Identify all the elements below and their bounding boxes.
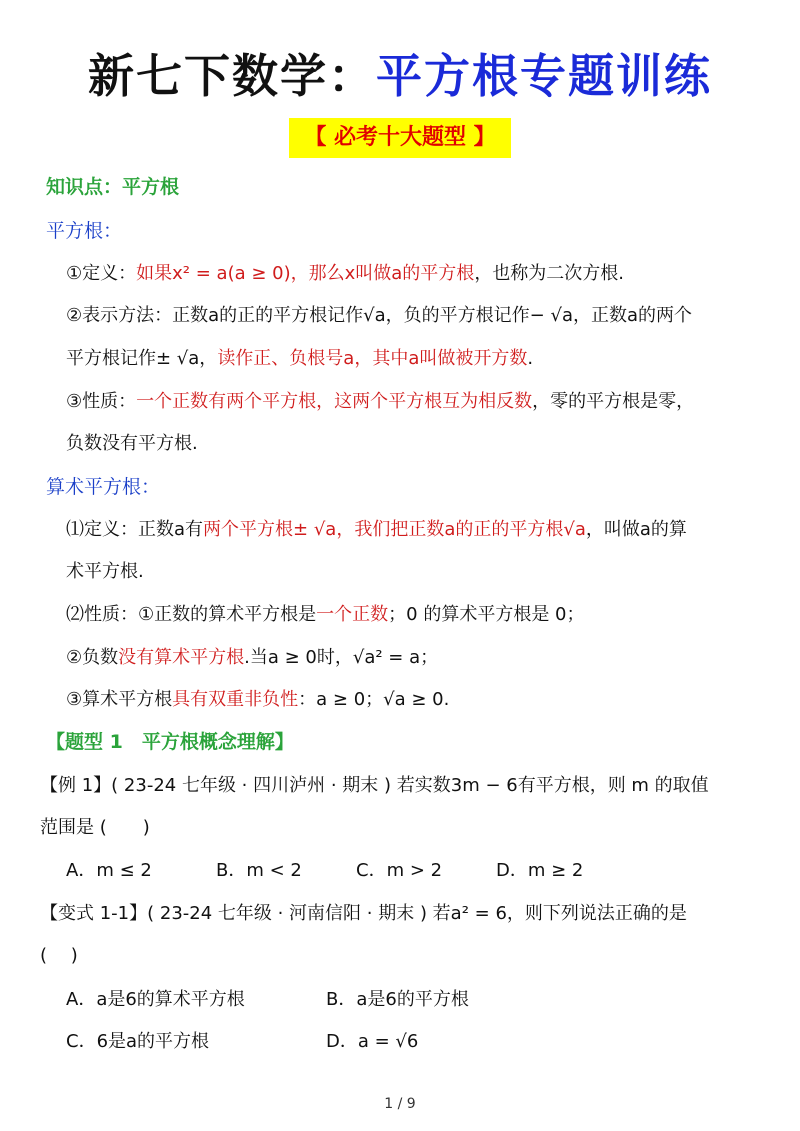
example1-line-2: 范围是 ( ) [40, 817, 150, 838]
a1a-suffix: ，叫做a的算 [585, 519, 687, 540]
definition-line [66, 259, 624, 285]
var1-option-d: D．a = √6 [326, 1031, 419, 1052]
a4-suffix: ：a ≥ 0；√a ≥ 0. [298, 689, 450, 710]
a1a-prefix: ⑴定义：正数a有 [66, 519, 204, 540]
variant1-line-2: ( ) [40, 945, 78, 966]
def1-suffix: ，也称为二次方根. [474, 263, 625, 284]
knowledge-heading: 知识点：平方根 [46, 176, 180, 198]
def2b-prefix: 平方根记作± √a， [66, 348, 218, 369]
page-title [0, 40, 800, 106]
type1-heading: 【题型 1 平方根概念理解】 [46, 731, 294, 753]
a1a-red: 两个平方根± √a，我们把正数a的正的平方根√a [203, 519, 586, 540]
def2b-red: 读作正、负根号a，其中a叫做被开方数 [217, 348, 528, 369]
ex1-option-d: D．m ≥ 2 [496, 860, 584, 881]
def1-prefix: ①定义： [66, 263, 137, 284]
title-part2: 平方根专题训练 [376, 49, 712, 103]
property-line-2: 负数没有平方根. [66, 433, 198, 454]
sqrt-heading: 平方根： [46, 220, 123, 242]
a3-red: 没有算术平方根 [118, 647, 245, 668]
ex1-option-a: A．m ≤ 2 [66, 860, 152, 881]
var1-option-a: A．a是6的算术平方根 [66, 989, 245, 1010]
arith-prop-line-3 [66, 685, 449, 711]
topic-badge: 【 必考十大题型 】 [289, 118, 511, 158]
def3a-red: 一个正数有两个平方根，这两个平方根互为相反数 [136, 391, 533, 412]
ex1-option-b: B．m < 2 [216, 860, 302, 881]
a3-suffix: .当a ≥ 0时，√a² = a； [244, 647, 439, 668]
example1-line-1: 【例 1】( 23-24 七年级 · 四川泸州 · 期末 ) 若实数3m − 6有平方根，则 m 的取值 [40, 775, 709, 796]
def3a-suffix: ，零的平方根是零， [532, 391, 695, 412]
arith-def-line-2: 术平方根. [66, 561, 144, 582]
title-part1: 新七下数学： [88, 49, 376, 103]
a4-prefix: ③算术平方根 [66, 689, 173, 710]
a2-suffix: ；0 的算术平方根是 0； [388, 604, 585, 625]
var1-option-b: B．a是6的平方根 [326, 989, 469, 1010]
a2-prefix: ⑵性质：①正数的算术平方根是 [66, 604, 317, 625]
notation-line-1: ②表示方法：正数a的正的平方根记作√a，负的平方根记作− √a，正数a的两个 [66, 305, 692, 326]
def2b-suffix: . [527, 348, 534, 369]
notation-line-2 [66, 344, 533, 370]
a2-red: 一个正数 [316, 604, 389, 625]
var1-option-c: C．6是a的平方根 [66, 1031, 210, 1052]
a4-red: 具有双重非负性 [172, 689, 299, 710]
variant1-line-1: 【变式 1-1】( 23-24 七年级 · 河南信阳 · 期末 ) 若a² = 6，则下列说法正确的是 [40, 903, 687, 924]
a3-prefix: ②负数 [66, 647, 119, 668]
arith-def-line-1 [66, 515, 687, 541]
arith-prop-line-2 [66, 643, 438, 669]
arith-heading: 算术平方根： [46, 476, 161, 498]
ex1-option-c: C．m > 2 [356, 860, 443, 881]
def3a-prefix: ③性质： [66, 391, 137, 412]
page-number: 1 / 9 [384, 1096, 416, 1112]
arith-prop-line-1 [66, 600, 585, 626]
def1-red: 如果x² = a(a ≥ 0)，那么x叫做a的平方根 [136, 263, 475, 284]
property-line-1 [66, 387, 694, 413]
